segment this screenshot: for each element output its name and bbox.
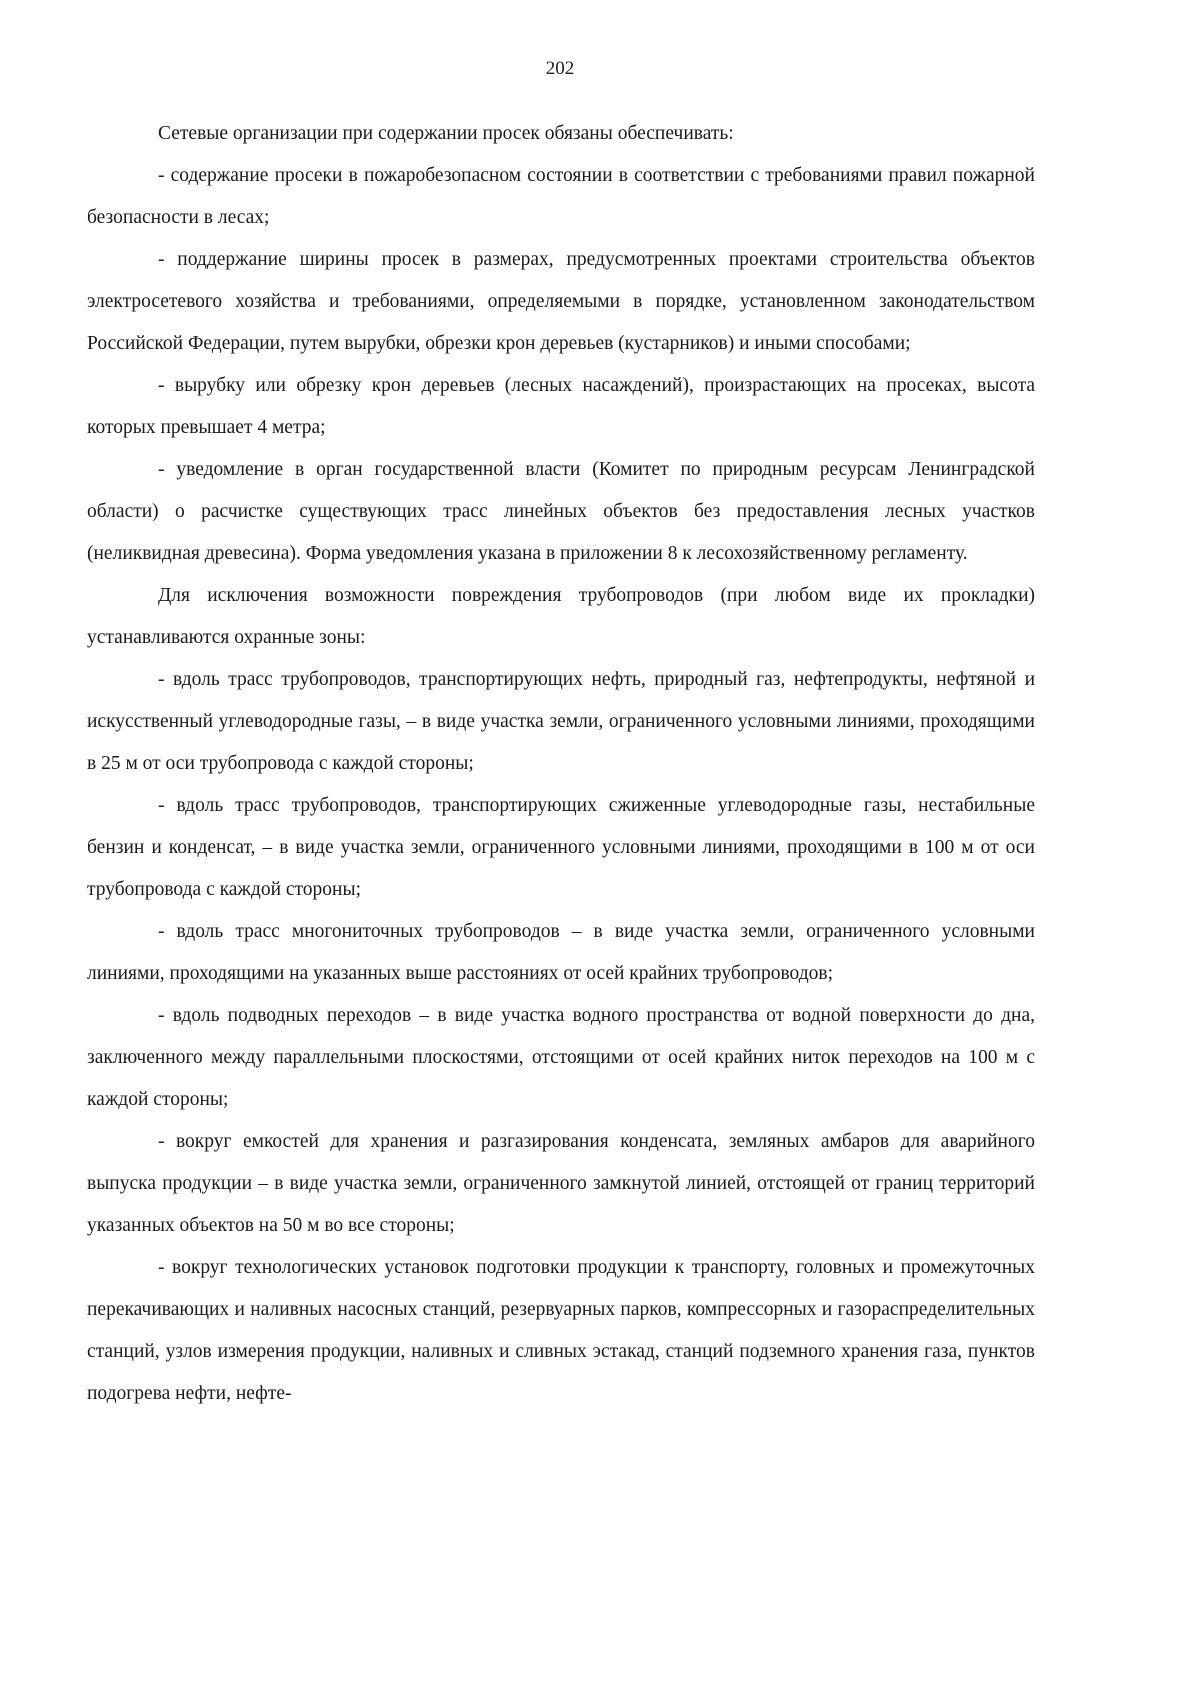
- paragraph-intro-obligations: Сетевые организации при содержании просек обязаны обеспечивать:: [158, 123, 734, 144]
- paragraph-fire-safety: - содержание просеки в пожаробезопасном состоянии в соответствии с требованиями правил пожарной безопасности в лесах;: [87, 165, 1035, 228]
- paragraph-multi-line-pipelines: - вдоль трасс многониточных трубопроводов – в виде участка земли, ограниченного условными линиями, проходящими на указанных выше расстояниях от осей крайних трубопроводов;: [87, 921, 1035, 984]
- paragraph-tree-cutting: - вырубку или обрезку крон деревьев (лесных насаждений), произрастающих на просеках, высота которых превышает 4 метра;: [87, 375, 1035, 438]
- paragraph-clearing-width: - поддержание ширины просек в размерах, предусмотренных проектами строительства объектов электросетевого хозяйства и требованиями, определяемыми в порядке, установленном законодательством Российской Федерации, путем вырубки, обрезки крон деревьев (кустарников) и иными способами;: [87, 249, 1035, 354]
- body-text: [87, 113, 1035, 1415]
- paragraph-oil-gas-pipelines: - вдоль трасс трубопроводов, транспортирующих нефть, природный газ, нефтепродукты, нефтяной и искусственный углеводородные газы, – в виде участка земли, ограниченного условными линиями, проходящими в 25 м от оси трубопровода с каждой стороны;: [87, 669, 1035, 774]
- paragraph-storage-tanks: - вокруг емкостей для хранения и разгазирования конденсата, земляных амбаров для аварийного выпуска продукции – в виде участка земли, ограниченного замкнутой линией, отстоящей от границ территорий указанных объектов на 50 м во все стороны;: [87, 1131, 1035, 1236]
- paragraph-technological-installations: - вокруг технологических установок подготовки продукции к транспорту, головных и промежуточных перекачивающих и наливных насосных станций, резервуарных парков, компрессорных и газораспределительных станций, узлов измерения продукции, наливных и сливных эстакад, станций подземного хранения газа, пунктов подогрева нефти, нефте-: [87, 1257, 1035, 1404]
- page-number: 202: [545, 58, 575, 79]
- paragraph-pipeline-zones-intro: Для исключения возможности повреждения трубопроводов (при любом виде их прокладки) устанавливаются охранные зоны:: [87, 585, 1035, 648]
- paragraph-notification: - уведомление в орган государственной власти (Комитет по природным ресурсам Ленинградской области) о расчистке существующих трасс линейных объектов без предоставления лесных участков (неликвидная древесина). Форма уведомления указана в приложении 8 к лесохозяйственному регламенту.: [87, 459, 1035, 564]
- paragraph-underwater-crossings: - вдоль подводных переходов – в виде участка водного пространства от водной поверхности до дна, заключенного между параллельными плоскостями, отстоящими от осей крайних ниток переходов на 100 м с каждой стороны;: [87, 1005, 1035, 1110]
- paragraph-liquefied-gas-pipelines: - вдоль трасс трубопроводов, транспортирующих сжиженные углеводородные газы, нестабильные бензин и конденсат, – в виде участка земли, ограниченного условными линиями, проходящими в 100 м от оси трубопровода с каждой стороны;: [87, 795, 1035, 900]
